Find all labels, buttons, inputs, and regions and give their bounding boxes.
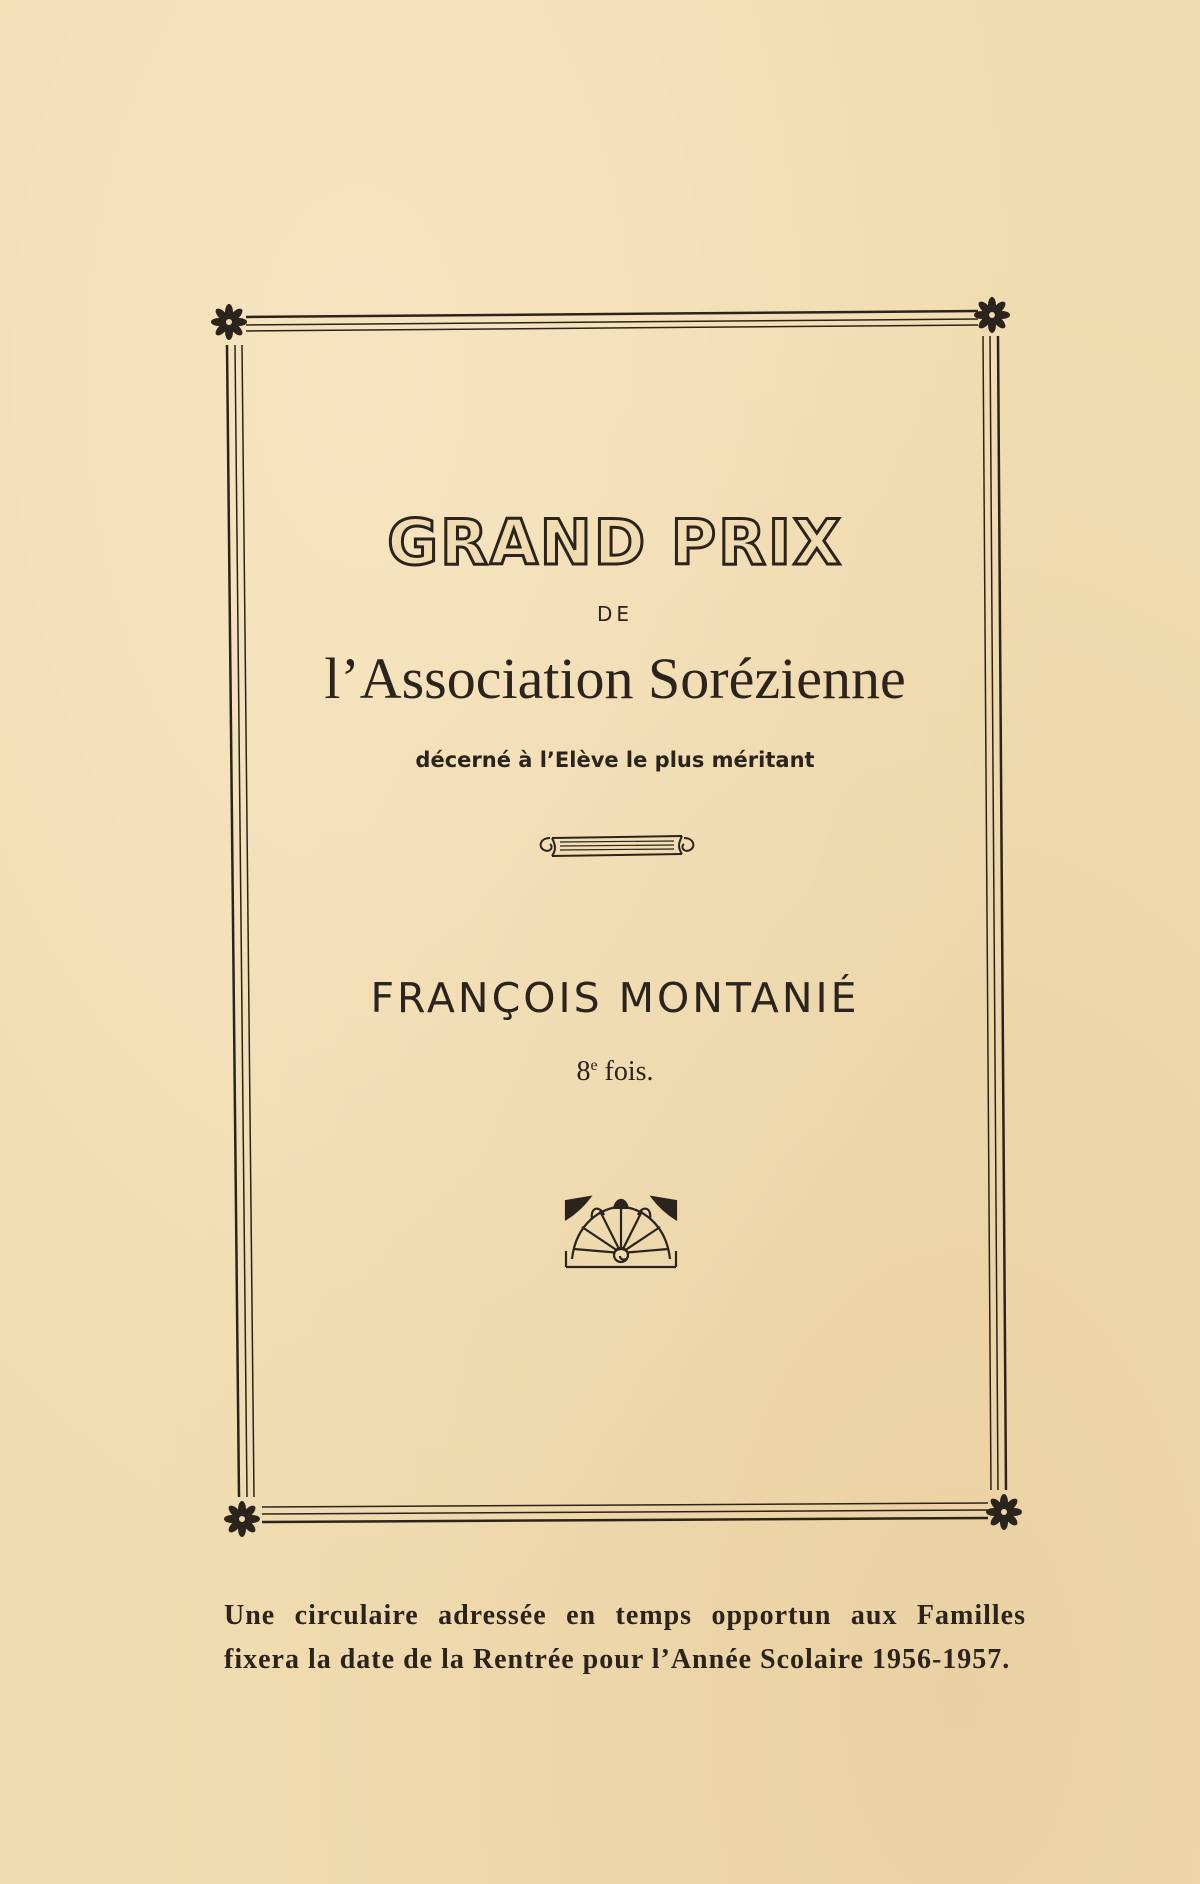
award-description: décerné à l’Elève le plus méritant	[415, 748, 815, 772]
association-name: l’Association Sorézienne	[324, 646, 906, 711]
ordinal-number: 8	[576, 1056, 591, 1087]
prize-title	[240, 506, 990, 579]
prize-title-text: GRAND PRIX	[387, 506, 843, 579]
flower-icon	[984, 1492, 1024, 1532]
times-word: fois.	[604, 1056, 654, 1087]
scroll-ornament-icon	[536, 830, 698, 864]
palmette-ornament-icon	[562, 1193, 680, 1271]
flower-icon	[222, 1499, 262, 1539]
flower-icon	[972, 295, 1012, 335]
title-connector: DE	[596, 602, 634, 626]
times-awarded	[240, 1056, 990, 1088]
rentree-notice: Une circulaire adressée en temps opportun aux Familles fixera la date de la Rentrée pour l’Année Scolaire 1956-1957.	[224, 1600, 1026, 1675]
flower-icon	[209, 302, 249, 342]
recipient-name: FRANÇOIS MONTANIÉ	[370, 974, 860, 1022]
ordinal-suffix: e	[590, 1057, 598, 1074]
